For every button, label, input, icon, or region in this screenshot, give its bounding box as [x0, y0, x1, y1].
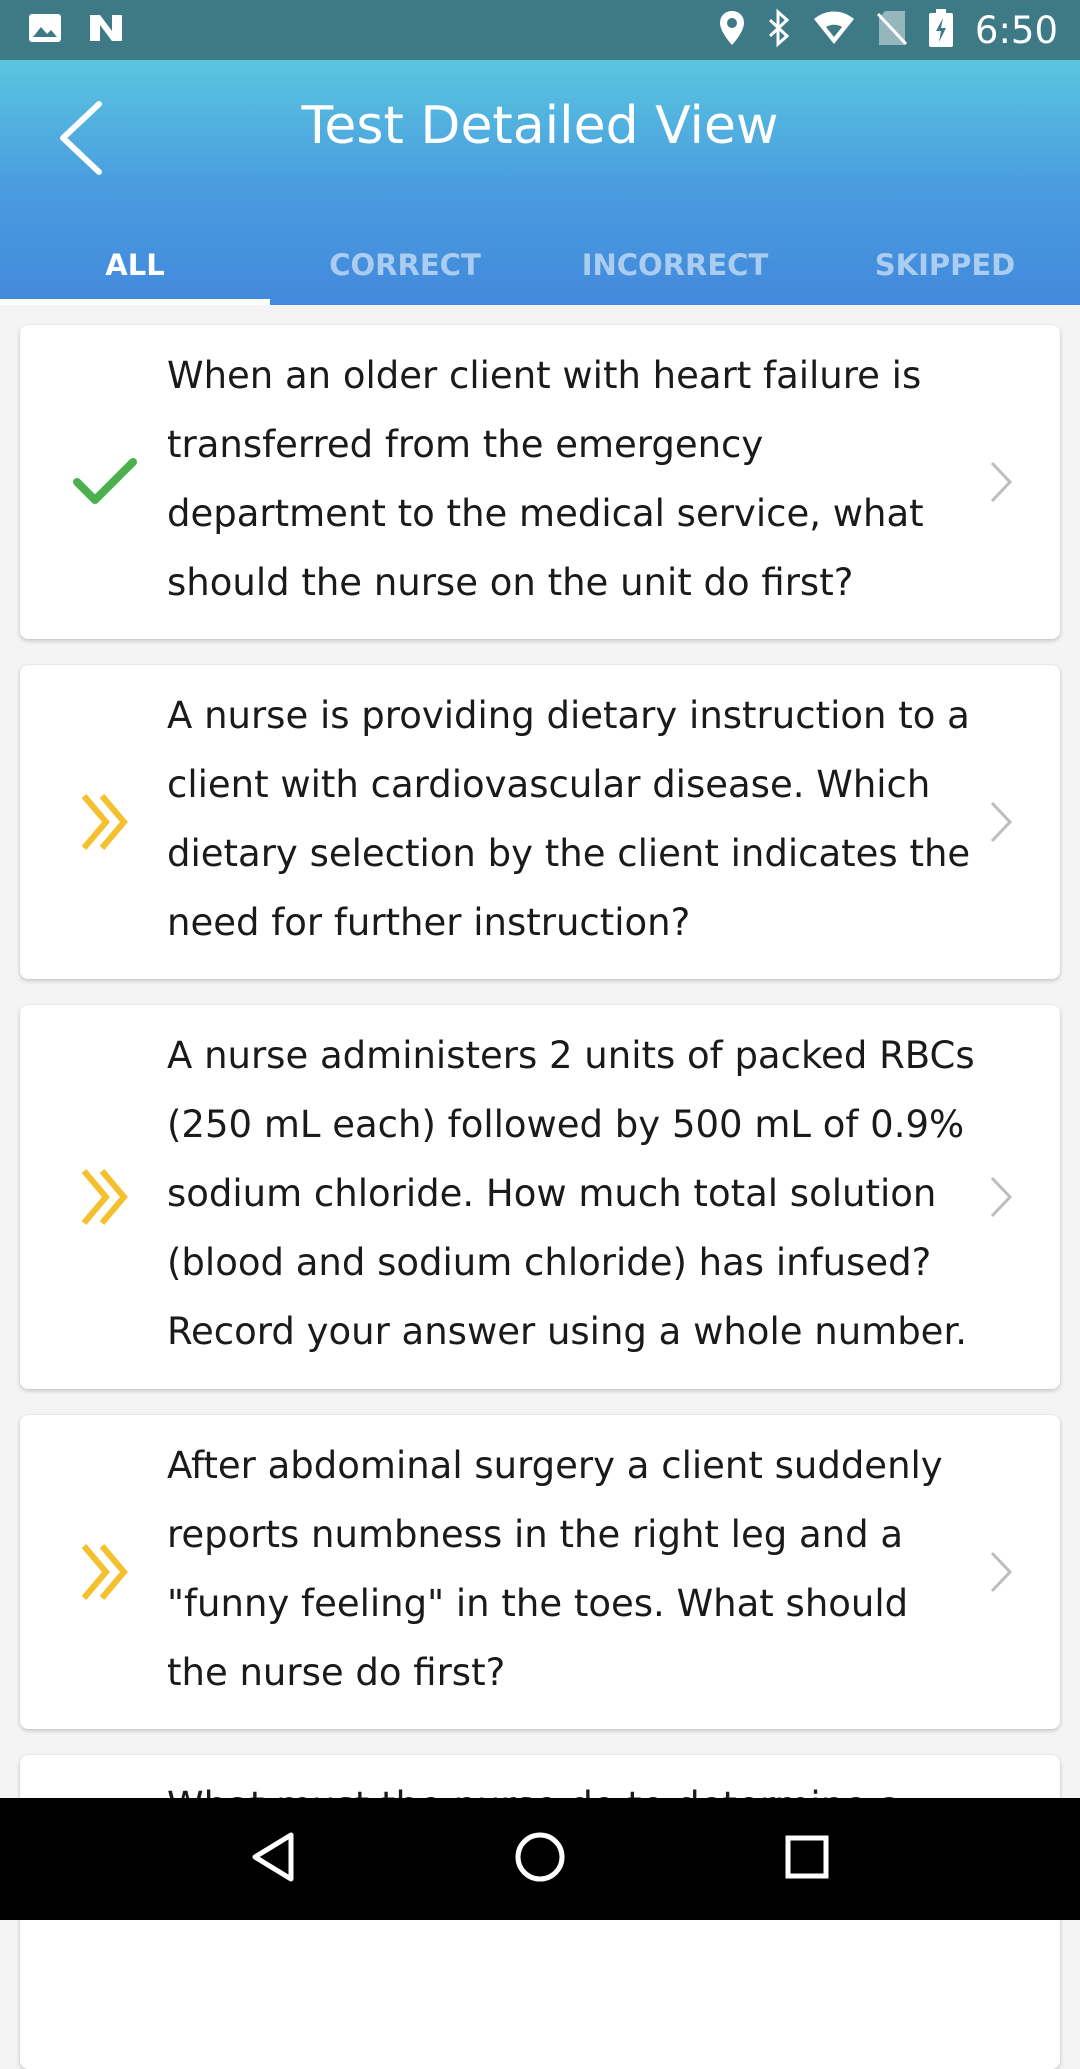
system-nav-bar: [0, 1798, 1080, 1920]
question-card-2[interactable]: [20, 665, 1060, 979]
nav-back-button[interactable]: [233, 1819, 313, 1899]
double-chevron-icon: [65, 1532, 145, 1612]
location-icon: [719, 10, 745, 51]
question-text: A nurse is providing dietary instruction to a client with cardiovascular disease. Which dietary selection by the client indicates the need for further instruction?: [167, 694, 971, 944]
bluetooth-icon: [767, 10, 791, 51]
question-text: A nurse administers 2 units of packed RBCs (250 mL each) followed by 500 mL of 0.9% sodium chloride. How much total solution (blood and sodium chloride) has infused? Record your answer using a whole number.: [167, 1034, 975, 1353]
page-title: Test Detailed View: [301, 96, 779, 156]
chevron-right-icon: [980, 797, 1020, 847]
checkmark-icon: [65, 442, 145, 522]
tab-all[interactable]: ALL: [0, 225, 270, 305]
status-bar: [0, 0, 1080, 60]
no-sim-icon: [877, 10, 907, 51]
tab-correct[interactable]: CORRECT: [329, 248, 481, 282]
app-bar: [0, 60, 1080, 305]
nav-recents-button[interactable]: [767, 1819, 847, 1899]
chevron-right-icon: [980, 1172, 1020, 1222]
clock-time: 6:50: [974, 8, 1058, 52]
home-circle-icon: [514, 1831, 566, 1888]
question-list[interactable]: [0, 305, 1080, 1798]
tab-incorrect[interactable]: INCORRECT: [581, 248, 769, 282]
back-triangle-icon: [249, 1831, 297, 1888]
recents-square-icon: [785, 1835, 829, 1884]
nav-home-button[interactable]: [500, 1819, 580, 1899]
question-text: After abdominal surgery a client suddenly reports numbness in the right leg and a "funny feeling" in the toes. What should the nurse do first?: [167, 1444, 943, 1694]
double-chevron-icon: [65, 782, 145, 862]
double-chevron-icon: [65, 1157, 145, 1237]
question-card-3[interactable]: [20, 1005, 1060, 1389]
tab-skipped[interactable]: SKIPPED: [874, 248, 1016, 282]
n-notification-icon: [88, 13, 124, 48]
question-card-4[interactable]: [20, 1415, 1060, 1729]
chevron-right-icon: [980, 457, 1020, 507]
wifi-icon: [813, 11, 855, 50]
tab-bar: [0, 225, 1080, 305]
battery-charging-icon: [929, 9, 953, 52]
chevron-right-icon: [980, 1547, 1020, 1597]
image-icon: [28, 13, 62, 48]
question-card-1[interactable]: [20, 325, 1060, 639]
question-text: When an older client with heart failure is transferred from the emergency department to the medical service, what should the nurse on the unit do first?: [167, 354, 924, 604]
